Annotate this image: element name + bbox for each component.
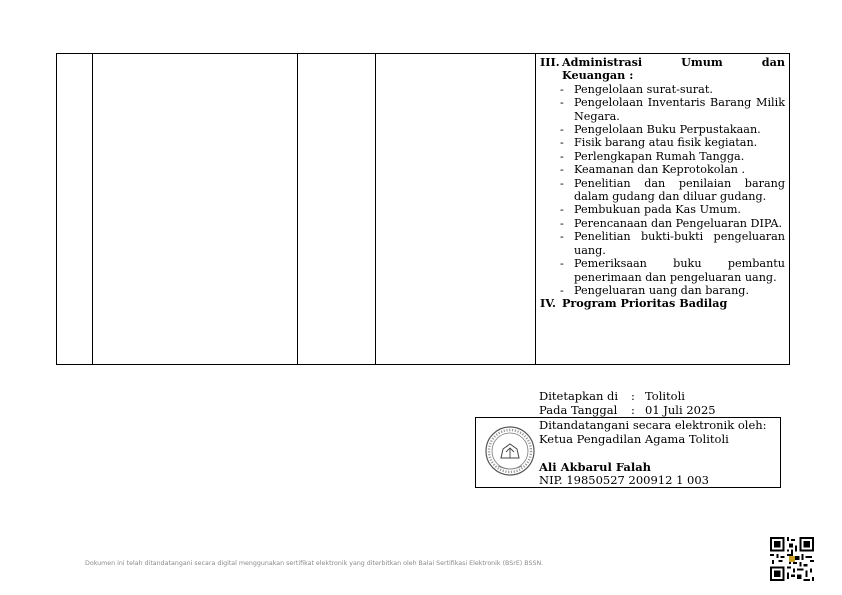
enactment-info xyxy=(539,389,716,417)
section-heading xyxy=(540,56,785,69)
list-item: - Pengelolaan surat-surat. xyxy=(560,82,713,96)
column-divider xyxy=(297,54,298,364)
column-divider xyxy=(535,54,536,364)
list-item: - Pengelolaan Buku Perpustakaan. xyxy=(560,123,761,137)
list-item: - Penelitian dan penilaian barang dalam gudang dan diluar gudang. xyxy=(560,176,785,204)
date-value: 01 Juli 2025 xyxy=(645,403,716,417)
list-item: - Pemeriksaan buku pembantu penerimaan dan pengeluaran uang. xyxy=(560,257,785,284)
next-section-heading xyxy=(540,297,785,310)
list-item: - Keamanan dan Keprotokolan . xyxy=(560,163,746,177)
duty-list xyxy=(540,83,785,298)
date-row: Pada Tanggal : 01 Juli 2025 xyxy=(539,403,716,417)
list-item: - Perencanaan dan Pengeluaran DIPA. xyxy=(560,216,783,230)
court-seal-icon xyxy=(484,422,536,480)
duty-table xyxy=(56,53,790,365)
duty-description-cell xyxy=(540,56,785,311)
qr-code-icon xyxy=(770,537,814,581)
list-item: - Pengeluaran uang dan barang. xyxy=(560,283,750,297)
signed-statement: Ditandatangani secara elektronik oleh: xyxy=(539,418,767,432)
digital-signature-note: Dokumen ini telah ditandatangani secara digital menggunakan sertifikat elektronik yang diterbitkan oleh Balai Sertifikasi Elektronik (BSrE) BSSN. xyxy=(85,560,544,567)
signer-position: Ketua Pengadilan Agama Tolitoli xyxy=(539,431,729,446)
signer-nip: NIP. 19850527 200912 1 003 xyxy=(539,473,709,488)
list-item: - Pengelolaan Inventaris Barang Milik Negara. xyxy=(560,96,785,123)
electronic-signature-box xyxy=(475,417,781,488)
list-item: - Fisik barang atau fisik kegiatan. xyxy=(560,136,758,150)
place-value: Tolitoli xyxy=(645,389,685,403)
column-divider xyxy=(375,54,376,364)
list-item: - Penelitian bukti-bukti pengeluaran uang. xyxy=(560,230,785,257)
section-title-line2: Keuangan : xyxy=(562,68,634,83)
section-title-line1: Administrasi Umum dan xyxy=(562,55,785,69)
list-item: - Perlengkapan Rumah Tangga. xyxy=(560,149,745,163)
date-label: Pada Tanggal xyxy=(539,403,618,417)
next-section-title: Program Prioritas Badilag xyxy=(562,296,728,311)
next-section-number: IV. xyxy=(540,296,556,311)
list-item: - Pembukuan pada Kas Umum. xyxy=(560,203,741,217)
column-divider xyxy=(92,54,93,364)
place-row: Ditetapkan di : Tolitoli xyxy=(539,389,685,403)
signer-name: Ali Akbarul Falah xyxy=(539,459,652,474)
section-number: III. xyxy=(540,55,560,69)
place-label: Ditetapkan di xyxy=(539,389,619,403)
signature-text xyxy=(539,419,767,488)
